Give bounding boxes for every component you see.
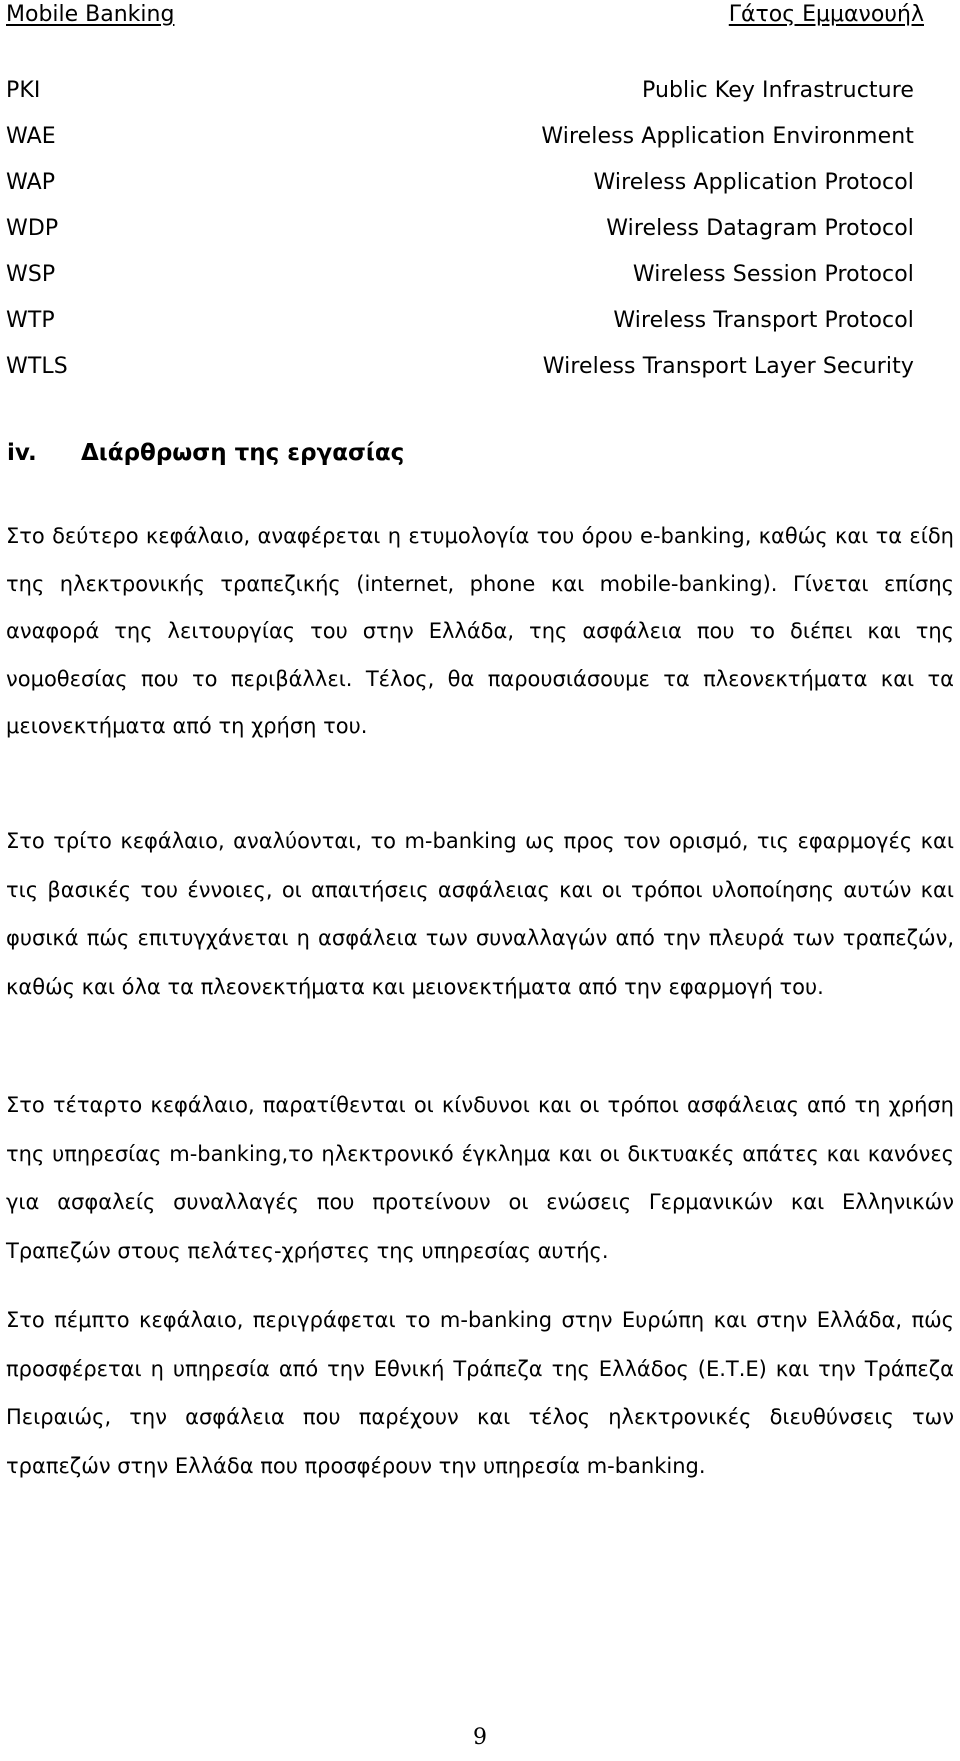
abbreviation: WTLS bbox=[6, 354, 68, 379]
paragraph-chapter-2 bbox=[6, 513, 954, 751]
abbreviation: WDP bbox=[6, 216, 59, 241]
section-title: Διάρθρωση της εργασίας bbox=[81, 440, 405, 466]
paragraph-text: Στο δεύτερο κεφάλαιο, αναφέρεται η ετυμολογία του όρου e-banking, καθώς και τα είδη της ηλεκτρονικής τραπεζικής (internet, phone και mobile-banking). Γίνεται επίσης αναφορά της λειτουργίας του στην Ελλάδα, της ασφάλεια που το διέπει και της νομοθεσίας που το περιβάλλει. Τέλος, θα παρουσιάσουμε τα πλεονεκτήματα και τα μειονεκτήματα από τη χρήση του. bbox=[6, 524, 954, 738]
section-number: iv. bbox=[7, 440, 37, 466]
abbreviation-list bbox=[6, 78, 914, 400]
abbreviation-row bbox=[6, 262, 914, 308]
abbreviation-row bbox=[6, 124, 914, 170]
abbreviation: WSP bbox=[6, 262, 56, 287]
abbreviation-expansion: Wireless Transport Protocol bbox=[613, 308, 914, 333]
paragraph-text: Στο τρίτο κεφάλαιο, αναλύονται, το m-banking ως προς τον ορισμό, τις εφαρμογές και τις βασικές του έννοιες, οι απαιτήσεις ασφάλειας και οι τρόποι υλοποίησης αυτών και φυσικά πώς επιτυγχάνεται η ασφάλεια των συναλλαγών από την πλευρά των τραπεζών, καθώς και όλα τα πλεονεκτήματα και μειονεκτήματα από την εφαρμογή του. bbox=[6, 829, 954, 999]
abbreviation-row bbox=[6, 170, 914, 216]
abbreviation: WAE bbox=[6, 124, 56, 149]
abbreviation-expansion: Wireless Datagram Protocol bbox=[606, 216, 914, 241]
abbreviation-expansion: Wireless Application Environment bbox=[541, 124, 914, 149]
paragraph-chapter-5 bbox=[6, 1296, 954, 1490]
page-header bbox=[6, 2, 924, 28]
abbreviation-row bbox=[6, 308, 914, 354]
header-title: Mobile Banking bbox=[6, 2, 175, 27]
abbreviation-expansion: Wireless Transport Layer Security bbox=[542, 354, 914, 379]
abbreviation-row bbox=[6, 354, 914, 400]
abbreviation-expansion: Public Key Infrastructure bbox=[641, 78, 914, 103]
header-author: Γάτος Εμμανουήλ bbox=[728, 2, 924, 27]
abbreviation: WTP bbox=[6, 308, 55, 333]
paragraph-chapter-4 bbox=[6, 1081, 954, 1275]
abbreviation-expansion: Wireless Application Protocol bbox=[593, 170, 914, 195]
page-number: 9 bbox=[473, 1725, 487, 1750]
abbreviation: PKI bbox=[6, 78, 41, 103]
abbreviation: WAP bbox=[6, 170, 56, 195]
abbreviation-row bbox=[6, 216, 914, 262]
section-heading bbox=[7, 438, 404, 468]
paragraph-chapter-3 bbox=[6, 817, 954, 1011]
abbreviation-expansion: Wireless Session Protocol bbox=[632, 262, 914, 287]
paragraph-text: Στο τέταρτο κεφάλαιο, παρατίθενται οι κίνδυνοι και οι τρόποι ασφάλειας από τη χρήση της υπηρεσίας m-banking,το ηλεκτρονικό έγκλημα και οι δικτυακές απάτες και κανόνες για ασφαλείς συναλλαγές που προτείνουν οι ενώσεις Γερμανικών και Ελληνικών Τραπεζών στους πελάτες-χρήστες της υπηρεσίας αυτής. bbox=[6, 1093, 954, 1263]
paragraph-text: Στο πέμπτο κεφάλαιο, περιγράφεται το m-banking στην Ευρώπη και στην Ελλάδα, πώς προσφέρεται η υπηρεσία από την Εθνική Τράπεζα της Ελλάδος (Ε.Τ.Ε) και την Τράπεζα Πειραιώς, την ασφάλεια που παρέχουν και τέλος ηλεκτρονικές διευθύνσεις των τραπεζών στην Ελλάδα που προσφέρουν την υπηρεσία m-banking. bbox=[6, 1308, 954, 1478]
abbreviation-row bbox=[6, 78, 914, 124]
